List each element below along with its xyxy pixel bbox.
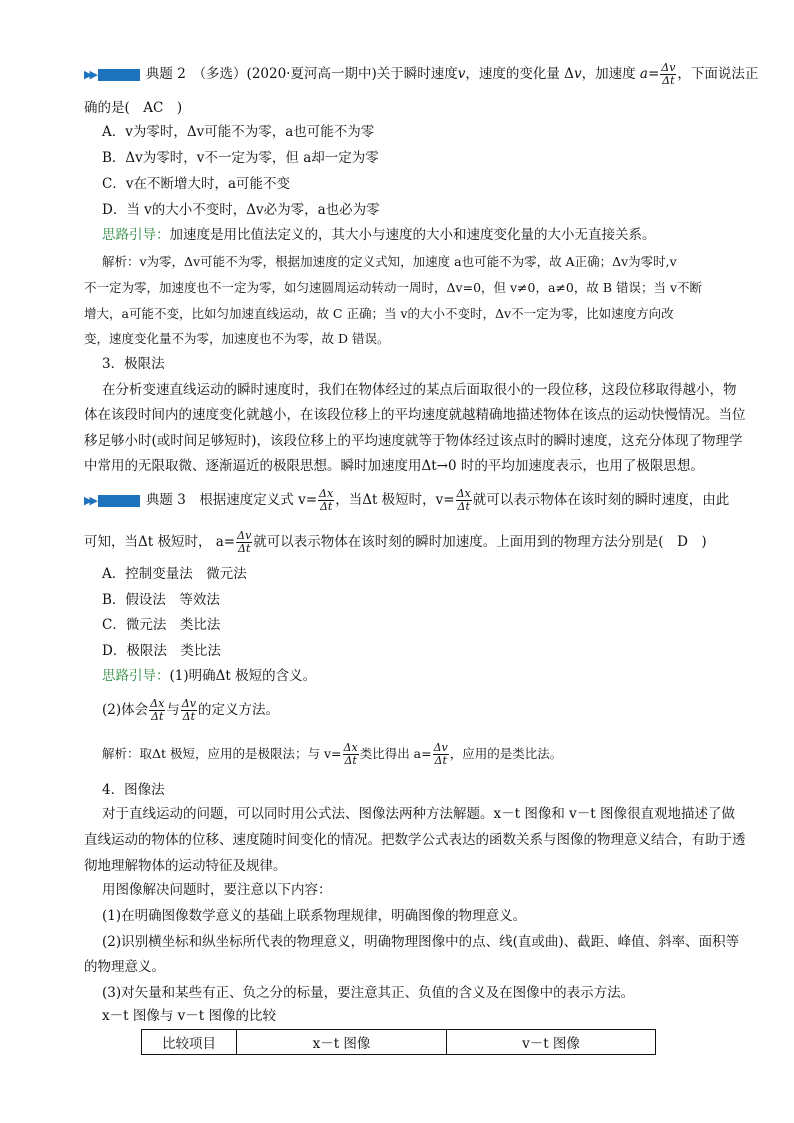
analysis-line: 变，速度变化量不为零，加速度也不为零，故 D 错误。 (84, 331, 390, 346)
option: C．微元法 类比法 (102, 617, 221, 633)
paragraph-line: 直线运动的物体的位移、速度随时间变化的情况。把数学公式表达的函数关系与图像的物理意义结合，有助于透 (84, 832, 746, 848)
paragraph-line: 中常用的无限取微、逐渐逼近的极限思想。瞬时加速度用Δt→0 时的平均加速度表示，也用了极限思想。 (84, 458, 704, 474)
analysis-line: 不一定为零，加速度也不一定为零，如匀速圆周运动转动一周时，Δv=0，但 v≠0，a≠0，故 B 错误；当 v不断 (84, 280, 703, 295)
analysis-line: 解析：取Δt 极短，应用的是极限法；与 v= $\frac{\Delta x}{\Delta t}$ 类比得出 a= $\frac{\Delta v}{\Delta t}$ ，应用的是类比法。 (102, 741, 563, 767)
fraction: $\frac{\Delta x}{\Delta t}$ (456, 487, 471, 513)
paragraph-line: 体在该段时间内的速度变化就越小，在该段位移上的平均速度就越精确地描述物体在该点的运动快慢情况。当位 (84, 407, 746, 423)
table-header-cell: 比较项目 (142, 1030, 237, 1055)
paragraph-line: 移足够小时(或时间足够短时)，该段位移上的平均速度就等于物体经过该点时的瞬时速度，这充分体现了物理学 (84, 433, 743, 449)
fraction: $\frac{\Delta x}{\Delta t}$ (319, 487, 334, 513)
fraction: $\frac{\Delta v}{\Delta t}$ (181, 697, 196, 723)
example-tag-icon: ▶▶ (84, 64, 140, 85)
paragraph-line: 在分析变速直线运动的瞬时速度时，我们在物体经过的某点后面取很小的一段位移，这段位移取得越小，物 (102, 382, 737, 398)
example3-question-line1: ▶▶ 典题 3 根据速度定义式 v= $\frac{\Delta x}{\Delta t}$ ，当Δt 极短时，v= $\frac{\Delta x}{\Delta t}$ 就可以表示物体在该时刻的瞬时速度，由此 (84, 487, 730, 513)
hint: 思路引导：(1)明确Δt 极短的含义。 (102, 668, 317, 684)
fraction: $\frac{\Delta v}{\Delta t}$ (661, 61, 676, 87)
fraction: $\frac{\Delta x}{\Delta t}$ (150, 697, 165, 723)
option: A．v为零时，Δv可能不为零，a也可能不为零 (102, 124, 375, 140)
point-line: (2)识别横坐标和纵坐标所代表的物理意义，明确物理图像中的点、线(直或曲)、截距、峰值、斜率、面积等 (102, 934, 740, 950)
paragraph-line: 用图像解决问题时，要注意以下内容： (102, 882, 332, 898)
example2-question-line2: 确的是( AC ) (84, 100, 183, 116)
paragraph-line: 对于直线运动的问题，可以同时用公式法、图像法两种方法解题。x－t 图像和 v－t 图像很直观地描述了做 (102, 806, 735, 822)
example2-label: 典题 2 (145, 66, 186, 82)
option: C．v在不断增大时，a可能不变 (102, 176, 291, 192)
option: D．极限法 类比法 (102, 643, 221, 659)
section-heading: 4．图像法 (102, 782, 165, 798)
point-line: (1)在明确图像数学意义的基础上联系物理规律，明确图像的物理意义。 (102, 908, 527, 924)
paragraph-line: 彻地理解物体的运动特征及规律。 (84, 858, 287, 874)
option: B．Δv为零时，v不一定为零，但 a却一定为零 (102, 150, 379, 166)
point-line: (3)对矢量和某些有正、负之分的标量，要注意其正、负值的含义及在图像中的表示方法。 (102, 985, 635, 1001)
option: A．控制变量法 微元法 (102, 566, 247, 582)
table-row (142, 1030, 656, 1055)
table-header-cell: v－t 图像 (447, 1030, 656, 1055)
fraction: $\frac{\Delta v}{\Delta t}$ (433, 741, 448, 767)
hint: 思路引导：加速度是用比值法定义的，其大小与速度的大小和速度变化量的大小无直接关系。 (102, 227, 656, 243)
section-heading: 3．极限法 (102, 356, 165, 372)
fraction: $\frac{\Delta v}{\Delta t}$ (237, 529, 252, 555)
example3-label: 典题 3 (145, 492, 186, 508)
example-tag-icon: ▶▶ (84, 490, 140, 511)
option: D．当 v的大小不变时，Δv必为零，a也必为零 (102, 202, 380, 218)
fraction: $\frac{\Delta x}{\Delta t}$ (343, 741, 358, 767)
option: B．假设法 等效法 (102, 592, 220, 608)
hint-line2: (2)体会 $\frac{\Delta x}{\Delta t}$ 与 $\frac{\Delta v}{\Delta t}$ 的定义方法。 (102, 697, 279, 723)
example2-question-line1: ▶▶ 典题 2 （多选）(2020·夏河高一期中)关于瞬时速度v，速度的变化量 Δv，加速度 a= $\frac{\Delta v}{\Delta t}$ ，下面说法正 (84, 61, 759, 87)
analysis-line: 解析：v为零，Δv可能不为零，根据加速度的定义式知，加速度 a也可能不为零，故 A正确；Δv为零时,v (102, 254, 677, 269)
analysis-line: 增大，a可能不变，比如匀加速直线运动，故 C 正确；当 v的大小不变时，Δv不一定为零，比如速度方向改 (84, 306, 674, 321)
table-caption: x－t 图像与 v－t 图像的比较 (102, 1008, 276, 1024)
table-header-cell: x－t 图像 (237, 1030, 447, 1055)
point-line: 的物理意义。 (84, 959, 165, 975)
example3-question-line2: 可知，当Δt 极短时， a= $\frac{\Delta v}{\Delta t}$ 就可以表示物体在该时刻的瞬时加速度。上面用到的物理方法分别是( D ) (84, 529, 707, 555)
comparison-table (141, 1029, 656, 1055)
